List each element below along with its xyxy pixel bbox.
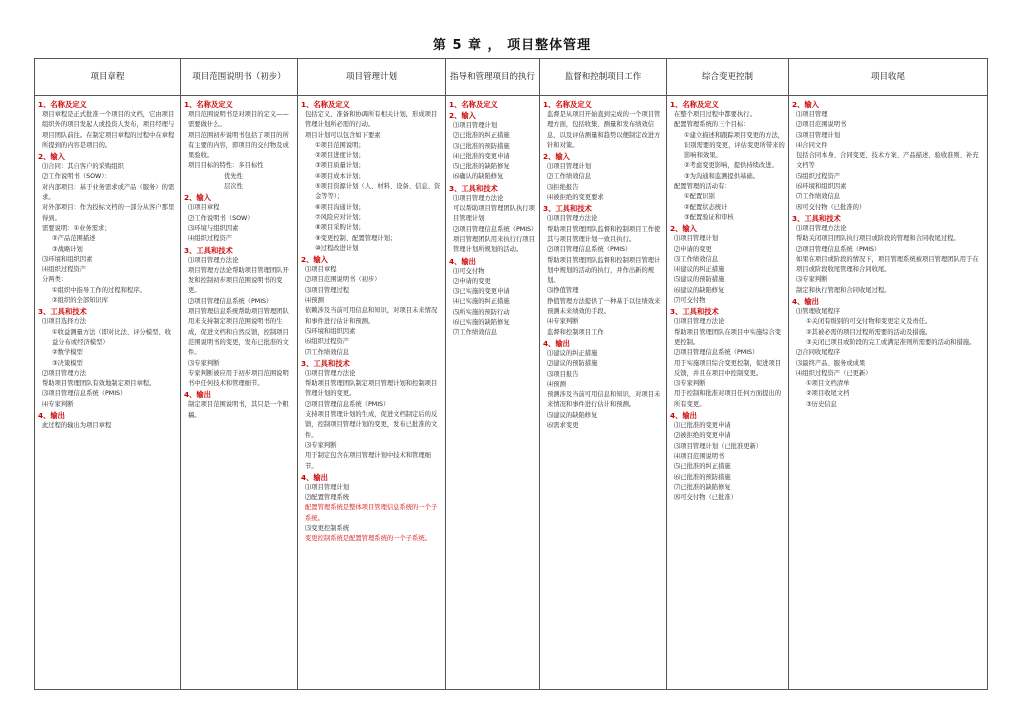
cell-line: 可以帮助项目管理团队执行项目管理计划 xyxy=(453,205,535,223)
section-heading: 2、输入 xyxy=(543,152,570,162)
cell-line: ③项目质量计划； xyxy=(315,162,365,170)
cell-line: 用于实施项目综合变更控制，促进项目反馈，并且在项目中控制变更。 xyxy=(674,359,782,377)
cell-line: ⑶专家判断 xyxy=(188,359,220,367)
cell-line: 用于控制和批准对项目任何方面提出的所有变更。 xyxy=(674,390,782,408)
cell-line: ①关闭有级别的可交付物和变更定义及责任。 xyxy=(806,318,932,326)
cell-line: ③关闭已项目或阶段的完工或满足准则所需要的活动和措施。 xyxy=(806,338,976,346)
cell-line: ④项目成本计划； xyxy=(315,172,365,180)
cell-line: 帮助项目管理团队监督和控制项目工作使其与项目管理计划一致且执行。 xyxy=(547,225,661,243)
cell-line: ⑵申请的变更 xyxy=(453,277,491,285)
section-heading: 3、工具和技术 xyxy=(38,307,87,317)
cell-line: ⑦风险应对计划； xyxy=(315,213,365,221)
cell-line: ⑴项目管理计划 xyxy=(305,483,350,491)
cell-line: ⑷被拒绝的变更要求 xyxy=(547,194,604,202)
cell-line: 配置管理系统是整体项目管理信息系统的一个子系统。 xyxy=(305,504,438,522)
cell-line: ⑴项目管理方法论 xyxy=(188,256,239,264)
cell-line: ⑶环境和组织因素 xyxy=(42,255,93,263)
cell-line: ⑹建议的缺陷修复 xyxy=(674,286,725,294)
cell-line: ⑴项目管理计划 xyxy=(674,235,719,243)
cell-line: ⑴项目管理方法论 xyxy=(674,318,725,326)
cell-line: 在整个项目过程中都要执行。 xyxy=(674,111,756,118)
cell-line: ③战略计划 xyxy=(52,245,83,253)
cell-line: ⑧项目采购计划； xyxy=(315,224,365,232)
cell-line: ⑵项目管理信息系统（PMIS） xyxy=(796,245,881,253)
cell-line: 项目章程是正式批准一个项目的文档，它由项目组织外的项目发起人或投资人发布，项目经理与项目团队前往。在制定项目章程的过程中在章程所提到的内容是项目的。 xyxy=(42,111,175,149)
cell-line: ⑶最终产品、服务或成果 xyxy=(796,359,866,367)
cell-line: ⑵被拒绝的变更申请 xyxy=(674,432,731,440)
cell-line: ⑶项目管理过程 xyxy=(305,286,350,294)
cell-line: 监督和控制项目工作 xyxy=(547,328,604,336)
cell-line: 挣值管理方法提供了一种基于以往绩效来预测未来绩效的手段。 xyxy=(547,297,661,316)
cell-line: ⑷专家判断 xyxy=(42,400,74,408)
cell-line: 变更控制系统是配置管理系统的一个子系统。 xyxy=(305,535,431,543)
cell-line: ⑶已实施的变更申请 xyxy=(453,288,510,296)
cell-line: ②考虑变更影响，提供持续改进。 xyxy=(684,162,778,170)
cell-line: ⑺已批准的缺陷修复 xyxy=(674,483,731,491)
cell-line: ⑸已批准的纠正措施 xyxy=(674,463,731,471)
cell-line: ⑸所实施的预防行动 xyxy=(453,308,510,316)
header-direct-execution: 指导和管理项目的执行 xyxy=(446,59,540,96)
cell-line: ⑴项目管理方法论 xyxy=(305,369,356,377)
section-heading: 2、输入 xyxy=(38,152,65,162)
section-heading: 4、输出 xyxy=(449,256,476,266)
cell-line: ③历史信息 xyxy=(806,400,837,408)
cell-line: ⑷建议的纠正措施 xyxy=(674,266,725,274)
cell-line: ⑵工作说明书（SOW）： xyxy=(42,173,111,181)
cell-line: 项目范围初步说明书包括了项目的所有主要的内容，即项目的交付物及成果验收。 xyxy=(188,131,289,160)
cell-line: ⑤项目资源计划（人、材料、设备、信息、资金等等）； xyxy=(315,183,441,201)
cell-line: ⑵已批准的纠正措施 xyxy=(453,132,510,140)
cell-line: ⑹已实施的缺陷修复 xyxy=(453,319,510,327)
column-change-control xyxy=(670,99,785,503)
cell-line: ⑶专家判断 xyxy=(796,276,828,284)
section-heading: 4、输出 xyxy=(670,411,697,421)
cell-line: 对外部项目：作为投标文档的一部分从客户那里得到。 xyxy=(42,204,175,222)
section-heading: 3、工具和技术 xyxy=(184,245,233,255)
section-heading: 1、名称及定义 xyxy=(184,100,233,109)
cell-line: 帮助项目管理团队在项目中实施综合变更控制。 xyxy=(674,328,782,346)
cell-line: ⑸组织过程资产 xyxy=(796,172,841,180)
cell-line: ⑷项目范围说明书 xyxy=(674,452,725,460)
cell-line: ⑷已批准的变更申请 xyxy=(453,152,510,160)
cell-line: 制定项目范围说明书，其只是一个粗稿。 xyxy=(188,401,289,419)
cell-line: 项目管理团队用来执行行项目管理计划所规划的活动。 xyxy=(453,235,535,254)
cell-line: ⑵项目管理信息系统（PMIS） xyxy=(674,349,759,357)
cell-line: 支持项目管理计划的生成，促进文档制定后的反馈，控制项目管理计划的变更，发布已批准的文件。 xyxy=(305,411,438,439)
cell-line: ⑷预测 xyxy=(547,380,566,388)
cell-line: ⑵合同收尾程序 xyxy=(796,349,841,357)
cell-line: ⑺可交付物 xyxy=(674,297,706,305)
cell-line: 需要说明：①业务需求； xyxy=(42,224,111,232)
cell-line: ⑶工作绩效信息 xyxy=(674,255,719,263)
cell-line: ⑵工作说明书（SOW） xyxy=(188,214,254,222)
cell-line: 预测涉及当前可用信息和知识，对项目未来情况和事件进行估计和预测。 xyxy=(547,391,661,409)
cell-line: 帮助关闭项目团队执行项目或阶段的管理和合同收尾过程。 xyxy=(796,235,960,243)
header-change-control: 综合变更控制 xyxy=(667,59,789,96)
cell-line: ⑴可交付物 xyxy=(453,267,485,275)
cell-line: ⑴项目管理 xyxy=(796,111,828,118)
cell-line: ③决策模型 xyxy=(52,359,83,367)
cell-line: ⑶挣值管理 xyxy=(547,287,579,295)
cell-line: 优先性 xyxy=(224,172,243,180)
cell-line: 制定和执行管理和合同收尾过程。 xyxy=(796,286,891,294)
page-title: 第 5 章 ， 项目整体管理 xyxy=(432,38,592,53)
cell-line: ⑵申请的变更 xyxy=(674,245,712,253)
cell-line: 监督是从项目开始直到完成的一个项目管理方面，包括收集、测量和发布绩效信息，以及评估测量和趋势以便制定改进方针和对策。 xyxy=(547,111,661,149)
cell-line: ⑷专家判断 xyxy=(547,318,579,326)
cell-line: ②数学模型 xyxy=(52,349,83,357)
cell-line: ⑷已实施的纠正措施 xyxy=(453,298,510,306)
cell-line: ①组织中指导工作的过程和程序。 xyxy=(52,286,146,294)
section-heading: 3、工具和技术 xyxy=(670,307,719,317)
section-heading: 2、输入 xyxy=(301,255,328,265)
cell-line: ⑹确认的缺陷修复 xyxy=(453,173,504,181)
cell-line: ⑴项目管理方法论 xyxy=(453,194,504,202)
section-heading: 3、工具和技术 xyxy=(301,358,350,368)
header-project-charter: 项目章程 xyxy=(35,59,181,96)
cell-line: ⑴项目选择方法 xyxy=(42,318,87,326)
section-heading: 1、名称及定义 xyxy=(449,100,498,109)
cell-line: ⑴管理收尾程序 xyxy=(796,308,841,316)
cell-line: ⑷预测 xyxy=(305,297,324,305)
section-heading: 2、输入 xyxy=(449,111,476,120)
cell-line: ②其被必需的项目过程所需要的活动及措施。 xyxy=(806,328,932,336)
cell-line: ⑹组织过程资产 xyxy=(305,338,350,346)
cell-line: 项目目标的特性：多目标性 xyxy=(188,162,264,170)
section-heading: 4、输出 xyxy=(543,338,570,348)
cell-line: ⑺工作绩效信息 xyxy=(453,329,498,337)
cell-line: ⑷组织过程资产 xyxy=(42,266,87,274)
cell-line: ⑻可交付物（已批准的） xyxy=(796,203,866,211)
section-heading: 2、输入 xyxy=(184,193,211,203)
section-heading: 3、工具和技术 xyxy=(543,204,592,214)
cell-line: ⑴项目管理方法论 xyxy=(796,224,847,232)
cell-line: 帮助项目管理团队监督和控制项目管理计划中规划的活动的执行，并作出新的规划。 xyxy=(547,256,661,285)
cell-line: ⑴已批准的变更申请 xyxy=(674,422,731,430)
cell-line: 项目范围说明书是对项目的定义——需要做什么。 xyxy=(188,111,289,129)
section-heading: 4、输出 xyxy=(184,390,211,400)
cell-line: ⑵项目管理信息系统（PMIS） xyxy=(547,246,632,254)
section-heading: 1、名称及定义 xyxy=(543,100,592,109)
cell-line: ⑵项目范围说明书 xyxy=(796,121,847,129)
cell-line: ⑴建议的纠正措施 xyxy=(547,349,598,357)
cell-line: ③为沟通和监测提供基础。 xyxy=(684,172,759,180)
cell-line: ⑶项目管理计划 xyxy=(796,131,841,139)
cell-line: 配置管理系统的三个目标： xyxy=(674,121,750,129)
cell-line: 如果在项目或阶段的情况下，项目管理系统被项目管理团队用于在项目或阶段收尾管理和合同收尾。 xyxy=(796,255,979,274)
cell-line: ①项目范围说明； xyxy=(315,141,365,149)
header-management-plan: 项目管理计划 xyxy=(298,59,446,96)
cell-line: ②配置状态统计 xyxy=(684,203,728,211)
process-table xyxy=(34,58,988,690)
cell-line: ⑥项目沟通计划； xyxy=(315,203,365,211)
cell-line: ⑸已批准的缺陷修复 xyxy=(453,163,510,171)
cell-line: ⑴项目管理计划 xyxy=(453,122,498,129)
cell-line: ⑴合同：其自客户的采购组织 xyxy=(42,163,124,171)
cell-line: ⑶项目管理计划（已批准更新） xyxy=(674,442,763,450)
column-project-closure xyxy=(792,99,984,410)
header-scope-statement: 项目范围说明书（初步） xyxy=(181,59,298,96)
cell-line: ②项目收尾文档 xyxy=(806,390,850,398)
cell-line: ⑶环境与组织因素 xyxy=(188,224,239,232)
section-heading: 1、名称及定义 xyxy=(38,100,87,109)
section-heading: 2、输入 xyxy=(670,224,697,234)
cell-line: ⑷组织过程资产（已更新） xyxy=(796,369,872,377)
cell-line: ⑶项目管理信息系统（PMIS） xyxy=(42,390,127,398)
cell-line: ⑸环境和组织因素 xyxy=(305,327,356,335)
cell-line: 分两类： xyxy=(42,276,68,284)
cell-line: ⑵项目范围说明书（初步） xyxy=(305,276,381,284)
cell-line: ⑹需求变更 xyxy=(547,422,579,430)
section-heading: 4、输出 xyxy=(38,411,65,421)
cell-line: ②产品范围描述 xyxy=(52,235,96,243)
cell-line: 项目管理信息系统帮助项目管理团队用来支持制定项目范围说明书的生成，促进文档和自然反馈，控制项目范围说明书的变更，发布已批准的文件。 xyxy=(188,308,289,357)
cell-line: ⑶专家判断 xyxy=(305,441,337,449)
cell-line: ⑩过程改进计划 xyxy=(315,244,359,252)
cell-line: 层次性 xyxy=(224,183,243,191)
cell-line: ⑨变更控制、配置管理计划； xyxy=(315,234,397,242)
header-project-closure: 项目收尾 xyxy=(789,59,988,96)
header-monitor-control: 监督和控制项目工作 xyxy=(540,59,667,96)
cell-line: ⑴项目管理计划 xyxy=(547,163,592,171)
cell-line: 项目管理方法论帮助项目管理团队开发和控制初步项目范围说明书的变更。 xyxy=(188,266,289,295)
cell-line: ⑹已批准的预防措施 xyxy=(674,473,731,481)
section-heading: 3、工具和技术 xyxy=(449,183,498,193)
column-monitor-control xyxy=(543,99,663,431)
cell-line: ⑶变更控制系统 xyxy=(305,524,350,532)
cell-line: ⑵项目管理信息系统（PMIS） xyxy=(188,297,273,305)
column-direct-execution xyxy=(449,99,536,339)
cell-line: ⑵工作绩效信息 xyxy=(547,173,592,181)
cell-line: 用于制定包含在项目管理计划中技术和管理细节。 xyxy=(305,452,431,470)
section-heading: 1、名称及定义 xyxy=(670,100,719,109)
cell-line: 对内部项目：基于业务需求或产品（服务）的需求。 xyxy=(42,183,175,202)
cell-line: 专家判断被应用于初步项目范围说明书中任何技术和管理细节。 xyxy=(188,369,289,388)
cell-line: ⑶已批准的预防措施 xyxy=(453,142,510,150)
section-heading: 1、名称及定义 xyxy=(301,100,350,109)
column-scope-statement xyxy=(184,99,294,421)
cell-line: ⑶项目报告 xyxy=(547,370,579,378)
cell-line: ⑵项目管理信息系统（PMIS） xyxy=(453,225,538,233)
cell-line: 项目计划可以包含如下要素 xyxy=(305,131,381,139)
cell-line: ⑺工作绩效信息 xyxy=(796,193,841,201)
cell-line: ⑵项目管理信息系统（PMIS） xyxy=(305,400,390,408)
cell-line: ⑵配置管理系统 xyxy=(305,494,350,502)
cell-line: ⑷合同文件 xyxy=(796,141,828,149)
column-management-plan xyxy=(301,99,442,545)
cell-line: ①项目文档清单 xyxy=(806,380,850,388)
section-heading: 4、输出 xyxy=(301,472,328,482)
cell-line: 包括合同本身、合同变更、技术方案、产品描述、验收准则、补充文档等 xyxy=(796,152,979,170)
cell-line: ②组织的全部知识库 xyxy=(52,297,109,305)
content-row xyxy=(35,96,988,690)
cell-line: ⑵项目管理方法 xyxy=(42,369,87,377)
cell-line: ⑷组织过程资产 xyxy=(188,235,233,243)
cell-line: ⑵建议的预防措施 xyxy=(547,360,598,368)
column-project-charter xyxy=(38,99,177,431)
cell-line: 帮助项目管理团队制定项目管理计划和控制项目管理计划的变更。 xyxy=(305,380,438,398)
section-heading: 2、输入 xyxy=(792,100,819,109)
cell-line: ⑸建议的缺陷修复 xyxy=(547,411,598,419)
section-heading: 4、输出 xyxy=(792,297,819,307)
cell-line: 配置管理的活动有： xyxy=(674,183,731,191)
cell-line: 帮助项目管理团队有效地制定项目章程。 xyxy=(42,380,156,388)
cell-line: ⑶专家判断 xyxy=(674,380,706,388)
cell-line: ①配置识别 xyxy=(684,193,715,201)
cell-line: ⑻可交付物（已批准） xyxy=(674,494,737,502)
cell-line: ③配置验证和审核 xyxy=(684,213,734,221)
cell-line: ①收益测量方法（即对比法、评分模型、收益分布或经济模型） xyxy=(52,328,171,346)
section-heading: 3、工具和技术 xyxy=(792,213,841,223)
header-row xyxy=(35,59,988,96)
cell-line: 依赖涉及当前可用信息和知识，对项目未来情况和事件进行估计和预测。 xyxy=(305,307,438,325)
cell-line: 此过程的输出为项目章程 xyxy=(42,422,112,430)
cell-line: ②项目进度计划； xyxy=(315,152,365,160)
cell-line: ⑴项目管理方法论 xyxy=(547,215,598,223)
cell-line: ⑴项目章程 xyxy=(305,266,337,274)
cell-line: ⑺工作绩效信息 xyxy=(305,348,350,356)
cell-line: ①建立描述和跟踪项目变更的方法，识别需要的变更，评估变更所带来的影响和效果。 xyxy=(684,131,785,160)
cell-line: ⑶拒绝报告 xyxy=(547,183,579,191)
cell-line: ⑸建议的预防措施 xyxy=(674,276,725,284)
cell-line: 包括定义、准备和协调所有相关计划，形成项目管理计划所必需的行动。 xyxy=(305,111,438,129)
cell-line: ⑴项目章程 xyxy=(188,204,220,212)
cell-line: ⑹环境和组织因素 xyxy=(796,183,847,191)
